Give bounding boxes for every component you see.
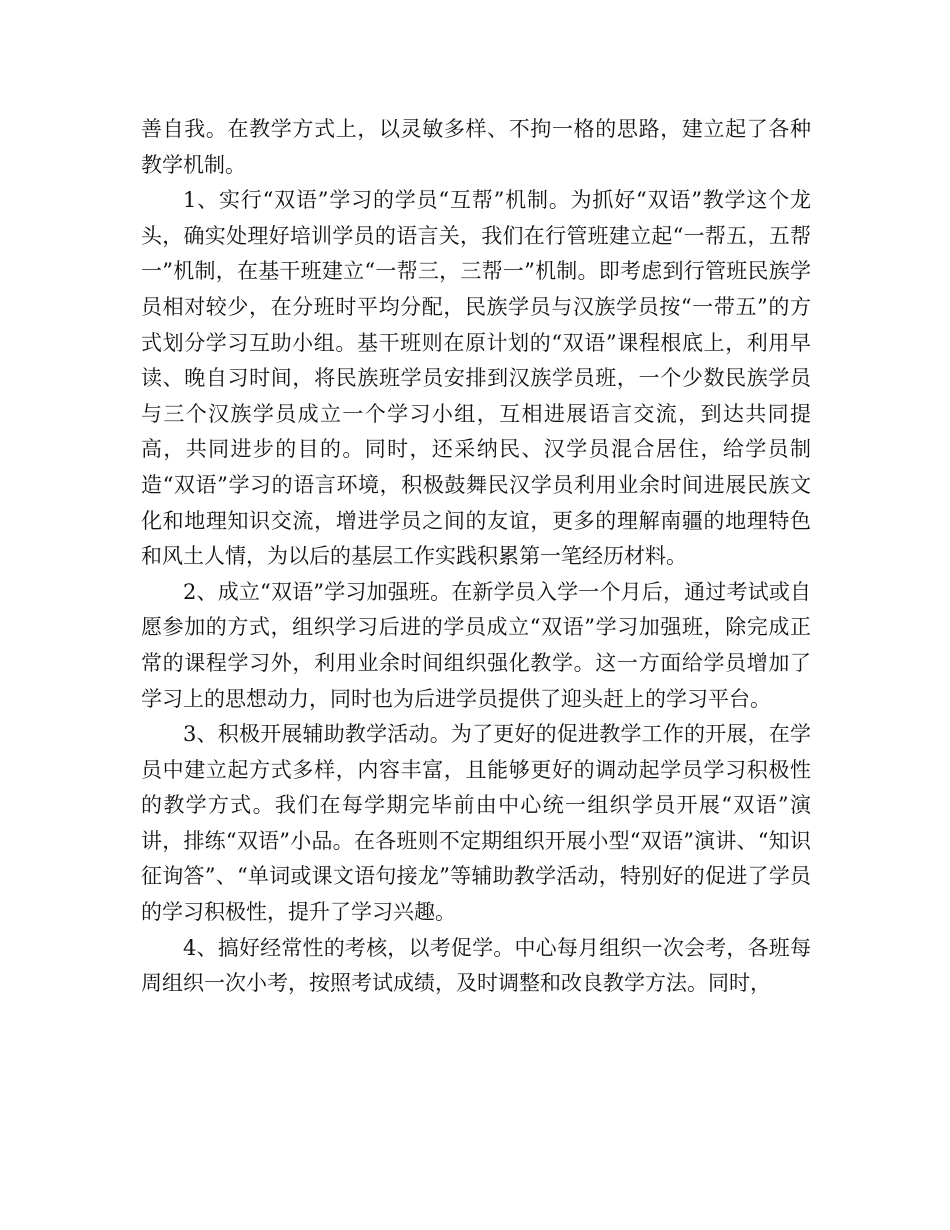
paragraph-mutual-help-mechanism: 1、实行“双语”学习的学员“互帮”机制。为抓好“双语”教学这个龙头，确实处理好培训学员的语言关，我们在行管班建立起“一帮五，五帮一”机制，在基干班建立“一帮三，三帮一”机制。即考虑到行管班民族学员相对较少，在分班时平均分配，民族学员与汉族学员按“一带五”的方式划分学习互助小组。基干班则在原计划的“双语”课程根底上，利用早读、晚自习时间，将民族班学员安排到汉族学员班，一个少数民族学员与三个汉族学员成立一个学习小组，互相进展语言交流，到达共同提高，共同进步的目的。同时，还采纳民、汉学员混合居住，给学员制造“双语”学习的语言环境，积极鼓舞民汉学员利用业余时间进展民族文化和地理知识交流，增进学员之间的友谊，更多的理解南疆的地理特色和风土人情，为以后的基层工作实践积累第一笔经历材料。 — [141, 188, 811, 569]
paragraph-reinforcement-class: 2、成立“双语”学习加强班。在新学员入学一个月后，通过考试或自愿参加的方式，组织学习后进的学员成立“双语”学习加强班，除完成正常的课程学习外，利用业余时间组织强化教学。这一方面给学员增加了学习上的思想动力，同时也为后进学员提供了迎头赶上的学习平台。 — [141, 579, 811, 711]
document-body — [141, 112, 811, 1002]
paragraph-intro-continuation: 善自我。在教学方式上，以灵敏多样、不拘一格的思路，建立起了各种教学机制。 — [141, 117, 811, 177]
paragraph-regular-assessment: 4、搞好经常性的考核，以考促学。中心每月组织一次会考，各班每周组织一次小考，按照考试成绩，及时调整和改良教学方法。同时， — [141, 935, 811, 996]
paragraph-auxiliary-activities: 3、积极开展辅助教学活动。为了更好的促进教学工作的开展，在学员中建立起方式多样，内容丰富，且能够更好的调动起学员学习积极性的教学方式。我们在每学期完毕前由中心统一组织学员开展“双语”演讲，排练“双语”小品。在各班则不定期组织开展小型“双语”演讲、“知识征询答”、“单词或课文语句接龙”等辅助教学活动，特别好的促进了学员的学习积极性，提升了学习兴趣。 — [141, 722, 811, 925]
